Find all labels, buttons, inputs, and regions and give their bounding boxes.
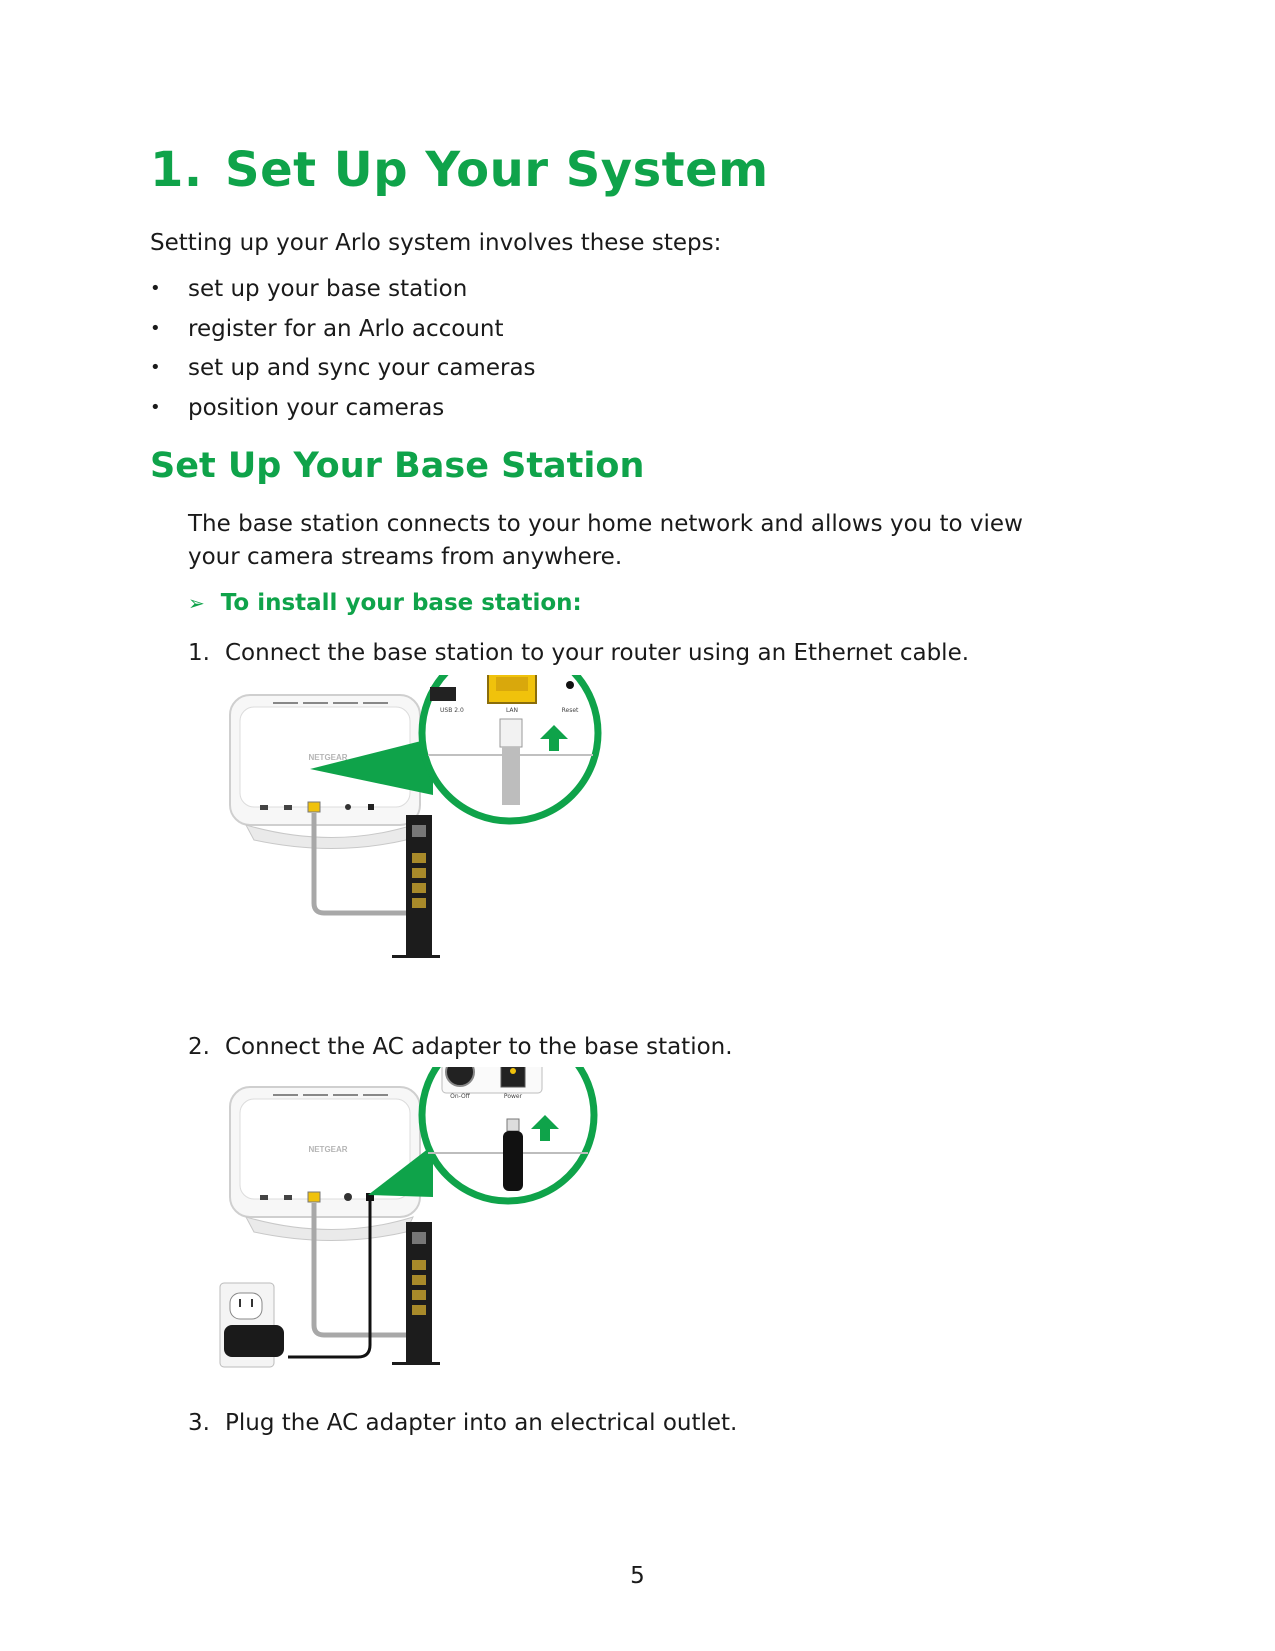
intro-text: Setting up your Arlo system involves these steps: bbox=[150, 230, 722, 256]
instruction-step bbox=[188, 1034, 733, 1060]
port-label: Reset bbox=[561, 707, 579, 714]
bullet-icon: • bbox=[150, 317, 161, 339]
page-number: 5 bbox=[630, 1563, 645, 1589]
instruction-step bbox=[188, 1410, 737, 1436]
brand-label: NETGEAR bbox=[308, 753, 348, 762]
step-number: 3. bbox=[188, 1410, 210, 1436]
bullet-icon: • bbox=[150, 357, 161, 378]
list-item: • position your cameras bbox=[150, 392, 536, 432]
list-item: • set up your base station bbox=[150, 273, 536, 313]
chapter-title: Set Up Your System bbox=[225, 142, 769, 198]
procedure-title: To install your base station: bbox=[220, 590, 582, 616]
step-number: 2. bbox=[188, 1034, 210, 1060]
arrow-icon: ➢ bbox=[188, 591, 205, 615]
wall-outlet-graphic bbox=[220, 1283, 284, 1367]
procedure-heading bbox=[188, 590, 582, 616]
steps-list bbox=[150, 273, 536, 431]
instruction-step bbox=[188, 640, 969, 666]
brand-label: NETGEAR bbox=[308, 1145, 348, 1154]
port-label: LAN bbox=[505, 707, 519, 714]
section-paragraph: The base station connects to your home network and allows you to view your camera streams from anywhere. bbox=[188, 511, 1023, 570]
step-text: Plug the AC adapter into an electrical outlet. bbox=[225, 1410, 738, 1436]
ac-adapter-graphic bbox=[224, 1325, 284, 1357]
section-title: Set Up Your Base Station bbox=[150, 446, 645, 486]
ac-adapter-connection-illustration bbox=[218, 1067, 638, 1417]
chapter-number: 1. bbox=[150, 142, 203, 198]
port-label: Power bbox=[503, 1093, 523, 1100]
step-text: Connect the base station to your router using an Ethernet cable. bbox=[225, 640, 970, 666]
ethernet-connection-illustration bbox=[218, 675, 638, 1015]
bullet-icon: • bbox=[150, 278, 161, 299]
list-item: • set up and sync your cameras bbox=[150, 352, 536, 392]
step-text: Connect the AC adapter to the base station. bbox=[225, 1034, 733, 1060]
base-station-graphic bbox=[230, 1087, 420, 1241]
port-label: USB 2.0 bbox=[440, 707, 464, 714]
port-label: On-Off bbox=[450, 1093, 470, 1100]
bullet-icon: • bbox=[150, 396, 161, 418]
list-item: • register for an Arlo account bbox=[150, 313, 536, 353]
step-number: 1. bbox=[188, 640, 210, 666]
router-graphic bbox=[392, 1222, 440, 1365]
